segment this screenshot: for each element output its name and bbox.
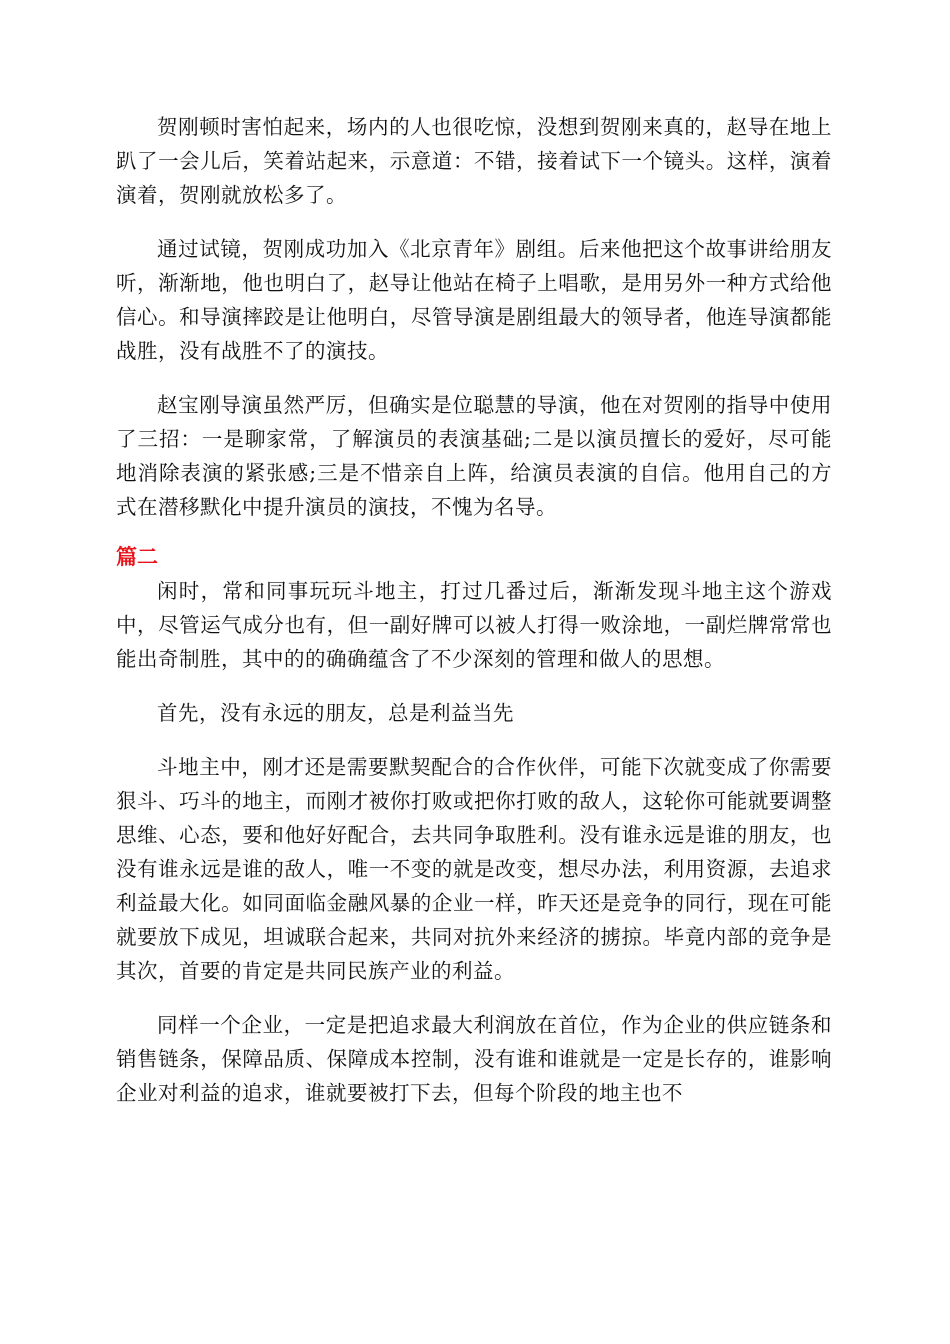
subheading-paragraph: 首先，没有永远的朋友，总是利益当先 <box>157 701 514 725</box>
document-page <box>116 110 832 1130</box>
paragraph-6: 同样一个企业，一定是把追求最大利润放在首位，作为企业的供应链条和销售链条，保障品质、保障成本控制，没有谁和谁就是一定是长存的，谁影响企业对利益的追求，谁就要被打下去，但每个阶段的地主也不 <box>116 1013 832 1105</box>
section-heading: 篇二 <box>116 545 158 569</box>
paragraph-1: 贺刚顿时害怕起来，场内的人也很吃惊，没想到贺刚来真的，赵导在地上趴了一会儿后，笑着站起来，示意道：不错，接着试下一个镜头。这样，演着演着，贺刚就放松多了。 <box>116 115 832 207</box>
paragraph-3: 赵宝刚导演虽然严厉，但确实是位聪慧的导演，他在对贺刚的指导中使用了三招：一是聊家常，了解演员的表演基础;二是以演员擅长的爱好，尽可能地消除表演的紧张感;三是不惜亲自上阵，给演员表演的自信。他用自己的方式在潜移默化中提升演员的演技，不愧为名导。 <box>116 393 832 519</box>
paragraph-4: 闲时，常和同事玩玩斗地主，打过几番过后，渐渐发现斗地主这个游戏中，尽管运气成分也有，但一副好牌可以被人打得一败涂地，一副烂牌常常也能出奇制胜，其中的的确确蕴含了不少深刻的管理和做人的思想。 <box>116 579 832 671</box>
paragraph-2: 通过试镜，贺刚成功加入《北京青年》剧组。后来他把这个故事讲给朋友听，渐渐地，他也明白了，赵导让他站在椅子上唱歌，是用另外一种方式给他信心。和导演摔跤是让他明白，尽管导演是剧组最大的领导者，他连导演都能战胜，没有战胜不了的演技。 <box>116 237 832 363</box>
paragraph-5: 斗地主中，刚才还是需要默契配合的合作伙伴，可能下次就变成了你需要狠斗、巧斗的地主，而刚才被你打败或把你打败的敌人，这轮你可能就要调整思维、心态，要和他好好配合，去共同争取胜利。没有谁永远是谁的朋友，也没有谁永远是谁的敌人，唯一不变的就是改变，想尽办法，利用资源，去追求利益最大化。如同面临金融风暴的企业一样，昨天还是竞争的同行，现在可能就要放下成见，坦诚联合起来，共同对抗外来经济的掳掠。毕竟内部的竞争是其次，首要的肯定是共同民族产业的利益。 <box>116 755 832 983</box>
